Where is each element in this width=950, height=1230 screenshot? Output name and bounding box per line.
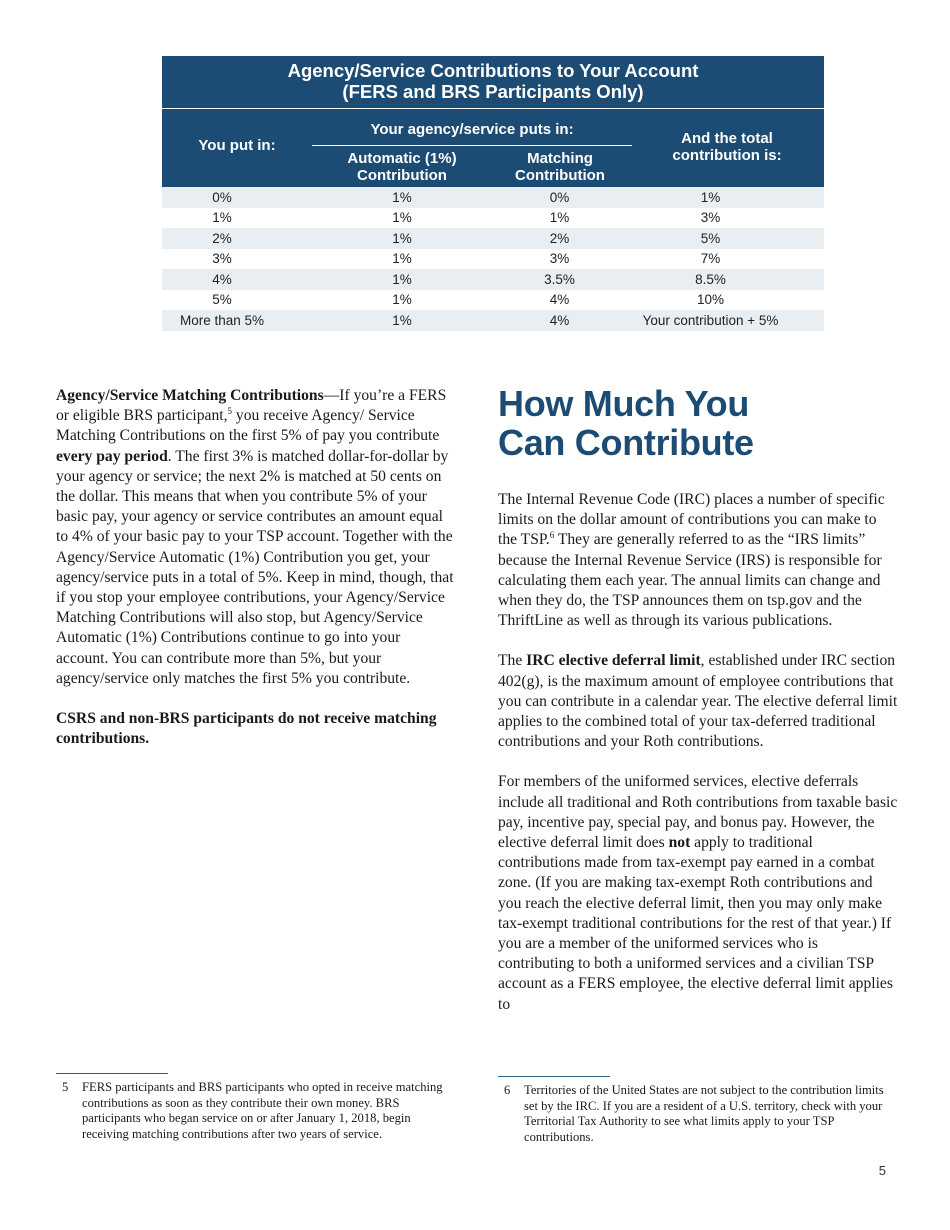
uniformed-services-paragraph: For members of the uniformed services, elective deferrals include all traditional and Roth contributions from taxable basic pay, incentive pay, special pay, and bonus pay. However, the elective deferral limit does not apply to traditional contributions made from tax-exempt pay earned in a combat zone. (If you are making tax-exempt Roth contributions and you reach the elective deferral limit, then you may only make tax-exempt traditional contributions for the rest of that year.) If you are a member of the uniformed services who is contributing to both a uniformed services and a civilian TSP account as a FERS employee, the elective deferral limit applies to [498,773,898,1013]
column-header-matching: Matching Contribution [515,150,605,184]
table-body [162,187,824,331]
footnote-divider [56,1073,168,1074]
irc-limits-paragraph: The Internal Revenue Code (IRC) places a number of specific limits on the dollar amount of contributions you can make to the TSP.$^6$ They are generally referred to as the “IRS limits” because the Internal Revenue Service (IRS) is responsible for calculating them each year. The annual limits can change and when they do, the TSP announces them on tsp.gov and the ThriftLine as well as through its various publications. [498,491,885,630]
table-row: 5% 1% 4% 10% [162,290,824,311]
column-header-you-put-in: You put in: [198,137,276,154]
page-number: 5 [878,1163,886,1178]
table-row: More than 5% 1% 4% Your contribution + 5% [162,310,824,331]
right-column [498,384,898,1035]
left-column [56,386,456,769]
contributions-table [162,56,824,331]
column-header-automatic: Automatic (1%) Contribution [347,150,457,184]
matching-contributions-paragraph: Agency/Service Matching Contributions—If you’re a FERS or eligible BRS participant,$^5$ you receive Agency/ Service Matching Contributions on the first 5% of pay you contribute every pay period. The first 3% is matched dollar-for-dollar by your agency or service; the next 2% is matched at 50 cents on the dollar. This means that when you contribute 5% of your basic pay, your agency or service contributes an amount equal to 4% of your basic pay to your TSP account. Together with the Agency/Service Automatic (1%) Contribution you get, your agency/service puts in a total of 5%. Keep in mind, though, that if you stop your employee contributions, your Agency/Service Matching Contributions will also stop, but Agency/Service Automatic (1%) Contributions continue to go into your account. You can contribute more than 5%, but your agency/service only matches the first 5% you contribute. [56,387,454,687]
csrs-notice: CSRS and non-BRS participants do not receive matching contributions. [56,710,437,748]
footnote-divider [498,1076,610,1077]
table-row: 0% 1% 0% 1% [162,187,824,208]
footnote-6: 6 Territories of the United States are not subject to the contribution limits set by the IRC. If you are a resident of a U.S. territory, check with your Territorial Tax Authority to see what limits apply to your TSP contributions. [504,1083,884,1144]
section-heading: How Much You Can Contribute [498,383,754,463]
footnote-5: 5 FERS participants and BRS participants who opted in receive matching contributions as soon as they contribute their own money. BRS participants who began service on or after January 1, 2018, begin receiving matching contributions after two years of service. [62,1080,443,1141]
header-divider [312,145,632,146]
table-header [162,56,824,187]
table-row: 3% 1% 3% 7% [162,249,824,270]
column-header-agency-puts-in: Your agency/service puts in: [370,121,574,138]
table-title: Agency/Service Contributions to Your Account (FERS and BRS Participants Only) [162,56,824,109]
elective-deferral-paragraph: The IRC elective deferral limit, established under IRC section 402(g), is the maximum amount of employee contributions that you can contribute in a calendar year. The elective deferral limit applies to the combined total of your tax-deferred traditional contributions and your Roth contributions. [498,652,898,751]
table-row: 2% 1% 2% 5% [162,228,824,249]
table-row: 4% 1% 3.5% 8.5% [162,269,824,290]
table-row: 1% 1% 1% 3% [162,208,824,229]
column-header-total: And the total contribution is: [672,130,782,164]
